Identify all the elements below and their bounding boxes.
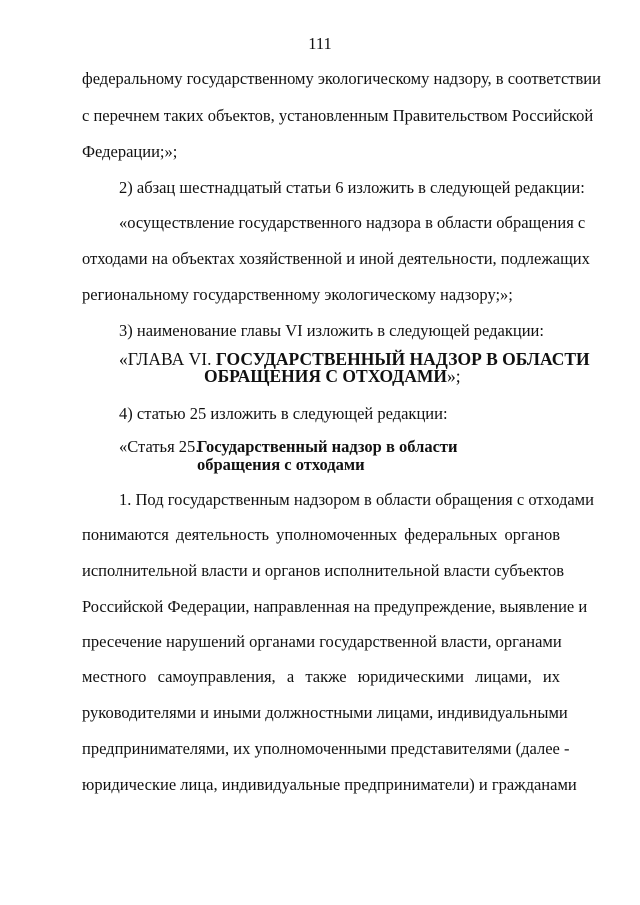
text-line: исполнительной власти и органов исполнительной власти субъектов bbox=[82, 561, 565, 580]
text-line: руководителями и иными должностными лицами, индивидуальными bbox=[82, 703, 568, 722]
text-line: «осуществление государственного надзора в области обращения с bbox=[119, 213, 586, 232]
chapter-label: ГЛАВА VI. bbox=[127, 349, 212, 369]
text-line: предпринимателями, их уполномоченными представителями (далее - bbox=[82, 739, 570, 758]
chapter-close: »; bbox=[447, 366, 461, 386]
chapter-heading-line2 bbox=[204, 366, 461, 386]
text-line: 1. Под государственным надзором в области обращения с отходами bbox=[119, 490, 594, 509]
text-line: Федерации;»; bbox=[82, 142, 178, 161]
text-line: пресечение нарушений органами государственной власти, органами bbox=[82, 632, 562, 651]
text-line: 3) наименование главы VI изложить в следующей редакции: bbox=[119, 321, 544, 340]
chapter-open-quote: « bbox=[119, 349, 128, 369]
text-line: отходами на объектах хозяйственной и иной деятельности, подлежащих bbox=[82, 249, 590, 268]
article-title-line1: Государственный надзор в области bbox=[197, 437, 458, 456]
page-number: 111 bbox=[308, 34, 332, 53]
text-line: понимаются деятельность уполномоченных федеральных органов bbox=[82, 525, 560, 544]
article-title-line2: обращения с отходами bbox=[197, 455, 365, 474]
text-line: региональному государственному экологическому надзору;»; bbox=[82, 285, 513, 304]
text-line: 4) статью 25 изложить в следующей редакции: bbox=[119, 404, 448, 423]
text-line: местного самоуправления, а также юридическими лицами, их bbox=[82, 667, 560, 686]
text-line: Российской Федерации, направленная на предупреждение, выявление и bbox=[82, 597, 588, 616]
text-line: федеральному государственному экологическому надзору, в соответствии bbox=[82, 69, 601, 88]
article-label: «Статья 25. bbox=[119, 437, 200, 456]
text-line: с перечнем таких объектов, установленным Правительством Российской bbox=[82, 106, 594, 125]
text-line: 2) абзац шестнадцатый статьи 6 изложить в следующей редакции: bbox=[119, 178, 585, 197]
chapter-title-line1: ГОСУДАРСТВЕННЫЙ НАДЗОР В ОБЛАСТИ bbox=[215, 349, 590, 369]
chapter-title-line2: ОБРАЩЕНИЯ С ОТХОДАМИ bbox=[204, 366, 447, 386]
text-line: юридические лица, индивидуальные предприниматели) и гражданами bbox=[82, 775, 577, 794]
